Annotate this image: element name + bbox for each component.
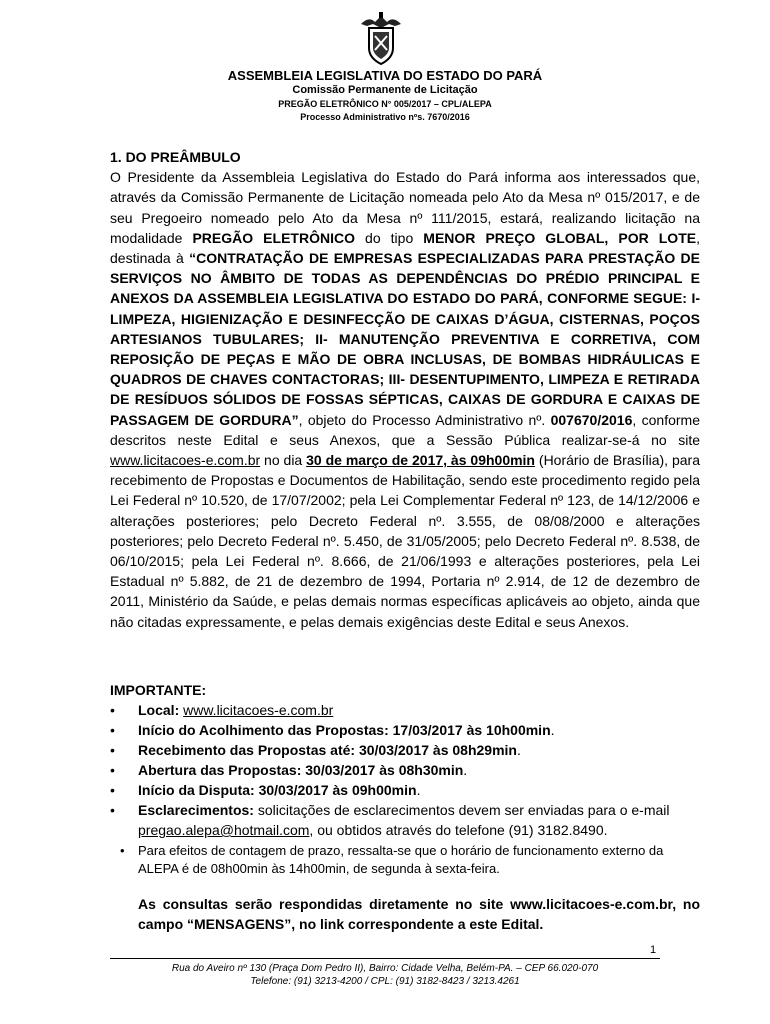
list-item-acolhimento: • Início do Acolhimento das Propostas: 17/03/2017 às 10h00min. bbox=[110, 722, 555, 738]
disputa-text: Início da Disputa: 30/03/2017 às 09h00min bbox=[138, 782, 417, 798]
tender-object: “CONTRATAÇÃO DE EMPRESAS ESPECIALIZADAS PARA PRESTAÇÃO DE SERVIÇOS NO ÂMBITO DE TODAS AS DEPENDÊNCIAS DO PRÉDIO PRINCIPAL E ANEXOS DA ASSEMBLEIA LEGISLATIVA DO ESTADO DO PARÁ, CONFORME SEGUE: I- LIMPEZA, HIGIENIZAÇÃO E DESINFECÇÃO DE CAIXAS D’ÁGUA, CISTERNAS, POÇOS ARTESIANOS TUBULARES; II- MANUTENÇÃO PREVENTIVA E CORRETIVA, COM REPOSIÇÃO DE PEÇAS E MÃO DE OBRA INCLUSAS, DE BOMBAS HIDRÁULICAS E QUADROS DE CHAVES CONTACTORAS; III- DESENTUPIMENTO, LIMPEZA E RETIRADA DE RESÍDUOS SÓLIDOS DE FOSSAS SÉPTICAS, CAIXAS DE GORDURA E CAIXAS DE PASSAGEM DE GORDURA” bbox=[110, 250, 700, 428]
preamble-section bbox=[110, 147, 700, 632]
preamble-text-7: (Horário de Brasília), para recebimento de Propostas e Documentos de Habilitação, sendo este procedimento regido pela Lei Federal nº 10.520, de 17/07/2002; pela Lei Complementar Federal nº 123, de 14/12/2006 e alterações posteriores; pelo Decreto Federal nº. 3.555, de 08/08/2000 e alterações posteriores; pelo Decreto Federal nº. 5.450, de 31/05/2005; pelo Decreto Federal nº. 8.538, de 06/10/2015; pela Lei Federal nº. 8.666, de 21/06/1993 e alterações posteriores, pela Lei Estadual nº 5.882, de 21 de dezembro de 1994, Portaria nº 2.914, de 12 de dezembro de 2011, Ministério da Saúde, e pelas demais normas específicas aplicáveis ao objeto, ainda que não citadas expressamente, e pelas demais exigências deste Edital e seus Anexos. bbox=[110, 452, 700, 630]
important-section bbox=[110, 680, 700, 934]
esclarecimentos-text-2: , ou obtidos através do telefone (91) 3182.8490. bbox=[309, 822, 608, 838]
bullet-icon: • bbox=[110, 742, 115, 758]
commission-name: Comissão Permanente de Licitação bbox=[292, 84, 478, 96]
list-item-disputa: • Início da Disputa: 30/03/2017 às 09h00min. bbox=[110, 782, 421, 798]
list-item-abertura: • Abertura das Propostas: 30/03/2017 às 08h30min. bbox=[110, 762, 468, 778]
preamble-paragraph bbox=[110, 167, 700, 632]
footer-address: Rua do Aveiro nº 130 (Praça Dom Pedro II), Bairro: Cidade Velha, Belém-PA. – CEP 66.020-070 bbox=[171, 963, 599, 974]
state-coat-of-arms-seal bbox=[355, 10, 407, 66]
prazo-note-text: Para efeitos de contagem de prazo, ressalta-se que o horário de funcionamento externo da ALEPA é de 08h00min às 14h00min, de segunda à sexta-feira. bbox=[138, 843, 664, 876]
site-link[interactable]: www.licitacoes-e.com.br bbox=[110, 452, 261, 469]
local-label: Local: bbox=[138, 702, 180, 718]
preamble-text-4: , objeto do Processo Administrativo nº. bbox=[298, 411, 551, 428]
preamble-text-6: no dia bbox=[260, 452, 307, 469]
prazo-note bbox=[110, 842, 700, 878]
modality: PREGÃO ELETRÔNICO bbox=[192, 229, 355, 246]
process-number: Processo Administrativo nºs. 7670/2016 bbox=[300, 112, 470, 122]
preamble-text-1: O Presidente da Assembleia Legislativa do Estado do Pará informa aos interessados que, através da Comissão Permanente de Licitação nomeada pelo Ato da Mesa nº 015/2017, e de seu Pregoeiro nomeado pelo Ato da Mesa nº 111/2015, estará, realizando licitação na modalidade bbox=[110, 169, 700, 246]
email-link[interactable]: pregao.alepa@hotmail.com bbox=[138, 822, 310, 838]
important-title: IMPORTANTE: bbox=[110, 682, 207, 698]
acolhimento-text: Início do Acolhimento das Propostas: 17/03/2017 às 10h00min bbox=[138, 722, 551, 738]
pregao-number: PREGÃO ELETRÔNICO N° 005/2017 – CPL/ALEPA bbox=[278, 99, 492, 109]
footer-phones: Telefone: (91) 3213-4200 / CPL: (91) 3182-8423 / 3213.4261 bbox=[250, 976, 520, 987]
bullet-icon: • bbox=[110, 762, 115, 778]
process-number-inline: 007670/2016 bbox=[550, 411, 633, 428]
bullet-icon: • bbox=[110, 702, 115, 718]
local-link[interactable]: www.licitacoes-e.com.br bbox=[183, 702, 334, 718]
preamble-text-5: , conforme descritos neste Edital e seus Anexos, que a Sessão Pública realizar-se-á no site bbox=[110, 411, 700, 448]
section-title: 1. DO PREÂMBULO bbox=[110, 149, 241, 165]
recebimento-text: Recebimento das Propostas até: 30/03/2017 às 08h29min bbox=[138, 742, 517, 758]
consultas-note: As consultas serão respondidas diretamente no site www.licitacoes-e.com.br, no campo “MENSAGENS”, no link correspondente a este Edital. bbox=[138, 896, 700, 932]
bullet-icon: • bbox=[110, 802, 115, 818]
preamble-text-3: , destinada à bbox=[110, 229, 700, 267]
tender-type: MENOR PREÇO GLOBAL, POR LOTE bbox=[423, 229, 697, 246]
list-item-esclarecimentos bbox=[110, 800, 700, 840]
important-list bbox=[110, 700, 700, 840]
preamble-text-2: do tipo bbox=[354, 229, 424, 246]
list-item-recebimento: • Recebimento das Propostas até: 30/03/2017 às 08h29min. bbox=[110, 742, 521, 758]
institution-name: ASSEMBLEIA LEGISLATIVA DO ESTADO DO PARÁ bbox=[227, 68, 543, 83]
list-item-local bbox=[110, 700, 700, 720]
footer-divider bbox=[110, 958, 660, 959]
page-number: 1 bbox=[650, 944, 657, 956]
session-date: 30 de março de 2017, às 09h00min bbox=[306, 452, 535, 469]
abertura-label: Abertura das Propostas bbox=[138, 762, 297, 778]
esclarecimentos-text-1: solicitações de esclarecimentos devem ser enviadas para o e-mail bbox=[253, 802, 670, 818]
abertura-value: : 30/03/2017 às 08h30min bbox=[296, 762, 464, 778]
bullet-icon: • bbox=[120, 843, 125, 858]
esclarecimentos-label: Esclarecimentos: bbox=[138, 802, 254, 818]
bullet-icon: • bbox=[110, 722, 115, 738]
bullet-icon: • bbox=[110, 782, 115, 798]
